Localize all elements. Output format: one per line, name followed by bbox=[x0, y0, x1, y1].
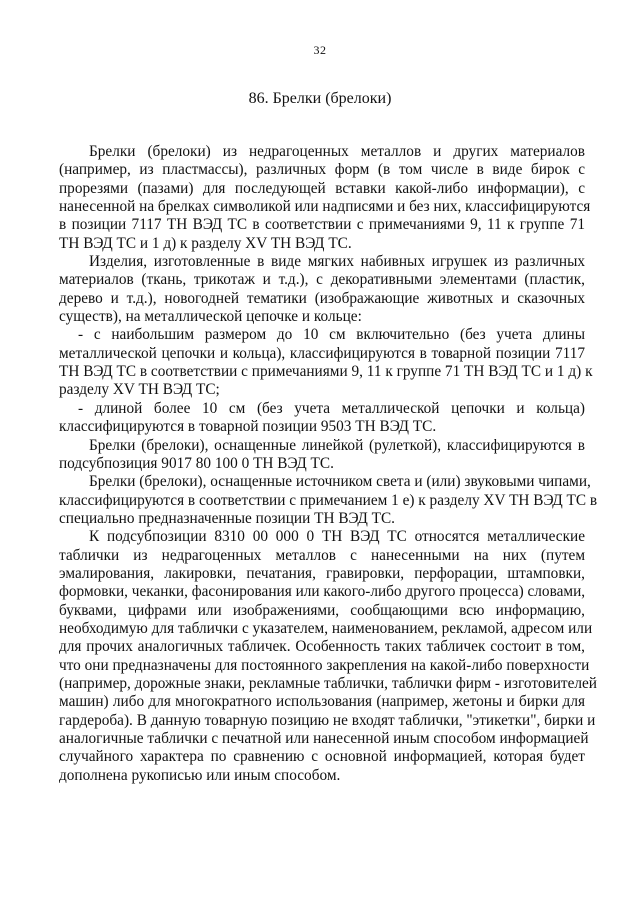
body-text bbox=[59, 143, 598, 785]
section-heading: 86. Брелки (брелоки) bbox=[248, 90, 392, 107]
paragraph bbox=[59, 528, 597, 785]
text-line: специально предназначенные позиции ТН ВЭД ТС. bbox=[59, 509, 395, 527]
text-line: Брелки (брелоки) из недрагоценных металлов и других материалов bbox=[89, 143, 585, 160]
text-line: Брелки (брелоки), оснащенные источником света и (или) звуковыми чипами, bbox=[89, 473, 591, 491]
text-line: классифицируются в товарной позиции 9503 ТН ВЭД ТС. bbox=[59, 418, 437, 436]
page-number: 32 bbox=[313, 43, 327, 57]
text-line: для прочих аналогичных табличек. Особенность таких табличек состоит в том, bbox=[59, 638, 585, 656]
bullet-paragraph bbox=[59, 400, 585, 437]
paragraph bbox=[59, 143, 591, 253]
text-line: Брелки (брелоки), оснащенные линейкой (рулеткой), классифицируются в bbox=[89, 436, 585, 454]
text-line: машин) либо для многократного использования (например, жетоны и бирки для bbox=[59, 693, 585, 711]
text-line: таблички из недрагоценных металлов с нанесенными на них (путем bbox=[59, 546, 585, 564]
paragraph bbox=[59, 253, 585, 326]
text-line: разделу XV ТН ВЭД ТС; bbox=[59, 381, 220, 399]
text-line: Изделия, изготовленные в виде мягких набивных игрушек из различных bbox=[89, 253, 585, 271]
text-line: (например, из пластмассы), различных форм (в том числе в виде бирок с bbox=[59, 161, 585, 179]
text-line: подсубпозиция 9017 80 100 0 ТН ВЭД ТС. bbox=[59, 454, 334, 472]
text-line: материалов (ткань, трикотаж и т.д.), с декоративными элементами (пластик, bbox=[59, 271, 585, 289]
text-line: случайного характера по сравнению с основной информацией, которая будет bbox=[59, 748, 585, 766]
text-line: - с наибольшим размером до 10 см включительно (без учета длины bbox=[78, 326, 585, 344]
paragraph bbox=[59, 473, 598, 528]
text-line: дерево и т.д.), новогодней тематики (изображающие животных и сказочных bbox=[59, 289, 585, 307]
text-line: нанесенной на брелках символикой или надписями и без них, классифицируются bbox=[59, 198, 591, 216]
text-line: К подсубпозиции 8310 00 000 0 ТН ВЭД ТС относятся металлические bbox=[89, 528, 585, 546]
text-line: необходимую для таблички с указателем, наименованием, рекламой, адресом или bbox=[59, 619, 593, 637]
text-line: буквами, цифрами или изображениями, сообщающими всю информацию, bbox=[59, 601, 585, 619]
text-line: металлической цепочки и кольца), классифицируются в товарной позиции 7117 bbox=[59, 344, 585, 362]
text-line: формовки, чеканки, фасонирования или какого-либо другого процесса) словами, bbox=[59, 583, 586, 601]
paragraph bbox=[59, 437, 585, 474]
text-line: дополнена рукописью или иным способом. bbox=[59, 766, 341, 784]
text-line: - длиной более 10 см (без учета металлической цепочки и кольца) bbox=[78, 399, 585, 417]
text-line: (например, дорожные знаки, рекламные таблички, таблички фирм - изготовителей bbox=[59, 674, 597, 692]
text-line: эмалирования, лакировки, печатания, гравировки, перфорации, штамповки, bbox=[59, 564, 585, 582]
text-line: существ), на металлической цепочке и кольце: bbox=[59, 308, 362, 326]
text-line: в позиции 7117 ТН ВЭД ТС в соответствии с примечаниями 9, 11 к группе 71 bbox=[59, 216, 585, 234]
text-line: прорезями (пазами) для последующей вставки какой-либо информации), с bbox=[59, 179, 585, 197]
text-line: аналогичные таблички с печатной или нанесенной иным способом информацией bbox=[59, 730, 589, 747]
text-line: что они предназначены для постоянного закрепления на какой-либо поверхности bbox=[59, 656, 590, 674]
text-line: ТН ВЭД ТС в соответствии с примечаниями 9, 11 к группе 71 ТН ВЭД ТС и 1 д) к bbox=[59, 363, 593, 381]
bullet-paragraph bbox=[59, 326, 593, 399]
text-line: гардероба). В данную товарную позицию не входят таблички, "этикетки", бирки и bbox=[59, 711, 596, 729]
text-line: классифицируются в соответствии с примечанием 1 е) к разделу XV ТН ВЭД ТС в bbox=[59, 491, 598, 509]
text-line: ТН ВЭД ТС и 1 д) к разделу XV ТН ВЭД ТС. bbox=[59, 234, 352, 252]
